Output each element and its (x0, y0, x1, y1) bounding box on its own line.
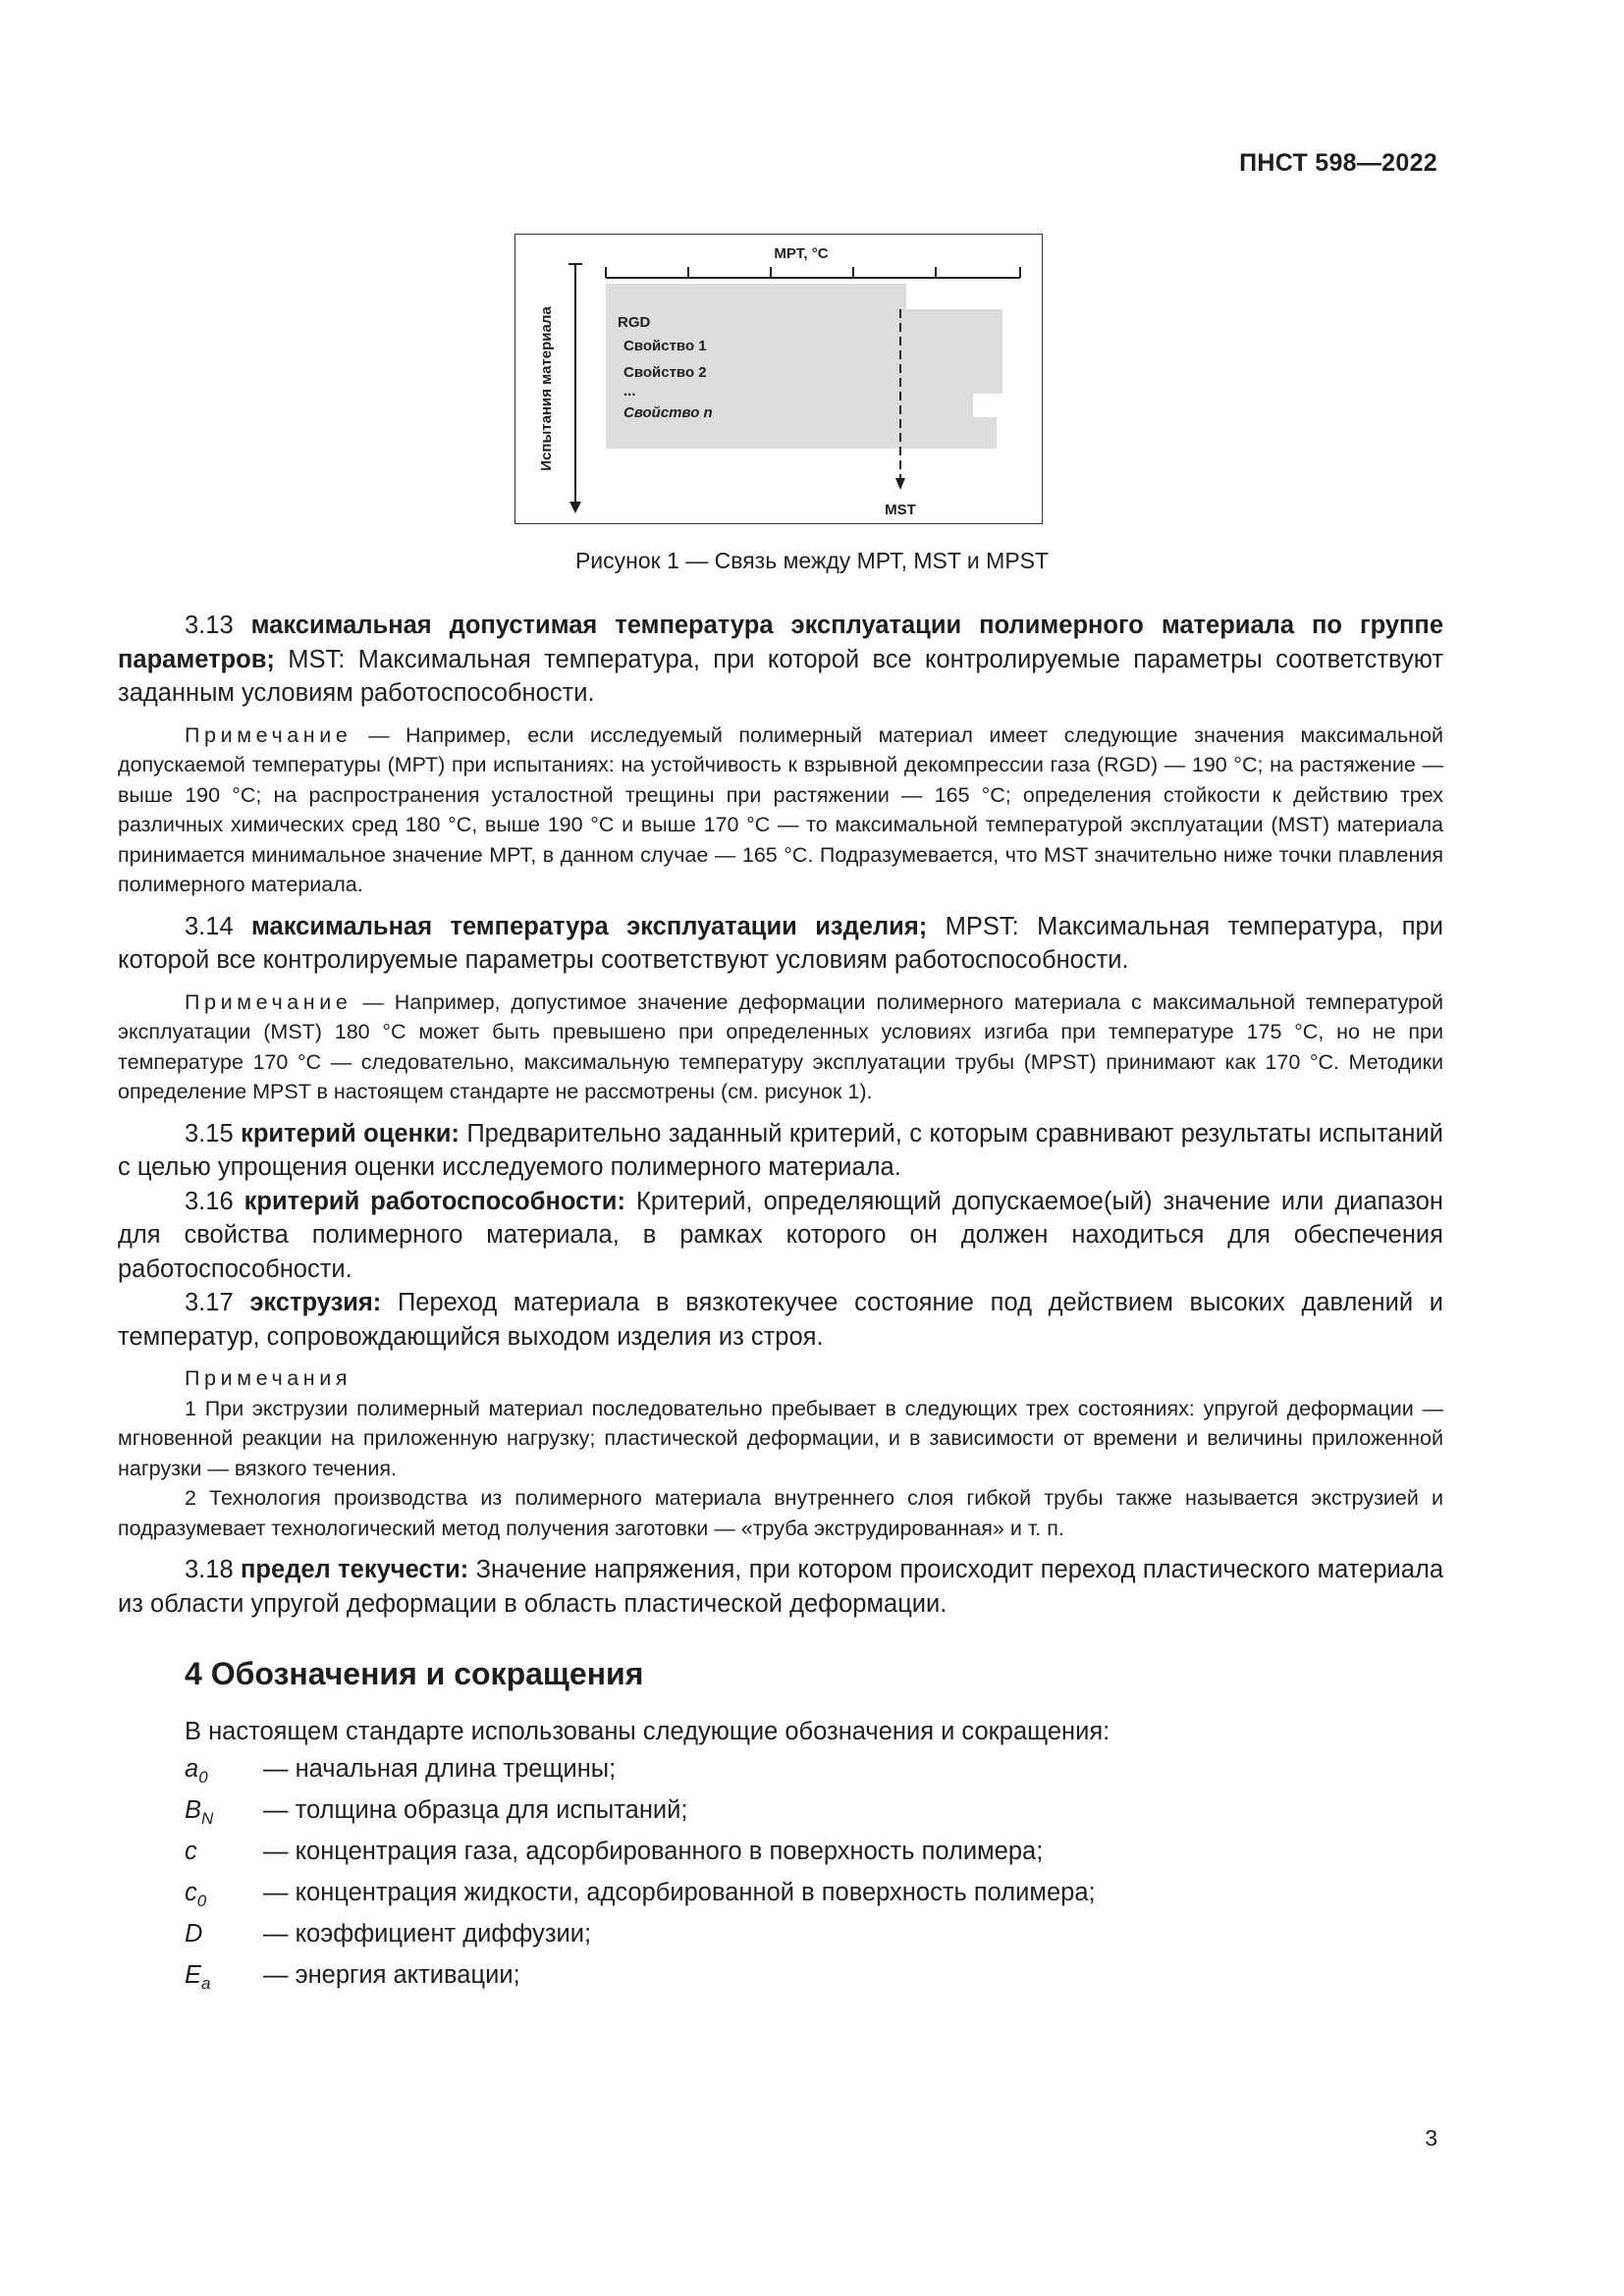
symbol: $B_N$ (185, 1795, 214, 1828)
symbol-definition: — концентрация жидкости, адсорбированной в поверхность полимера; (263, 1878, 1096, 1906)
term-3-16-definition: Критерий, определяющий допускаемое(ый) значение или диапазон для свойства полимерного материала, в рамках которого он должен находиться для обеспечения работоспособности. (118, 1187, 1443, 1283)
term-3-15: 3.15 критерий оценки: Предварительно заданный критерий, с которым сравнивают результаты испытаний с целью упрощения оценки исследуемого полимерного материала. (118, 1119, 1444, 1181)
symbols-list (118, 1755, 1443, 2002)
term-3-17-definition: Переход материала в вязкотекучее состояние под действием высоких давлений и температур, сопровождающийся выходом изделия из строя. (118, 1289, 1444, 1351)
note-3-14-text: — Например, допустимое значение деформации полимерного материала с максимальной температурой эксплуатации (MST) 180 °С может быть превышено при определенных условиях изгиба при температуре 175 °С, но не при температуре 170 °С — следовательно, максимальную температуру эксплуатации трубы (MPST) принимают как 170 °С. Методики определение MPST в настоящем стандарте не рассмотрены (см. рисунок 1). (118, 989, 1443, 1103)
mst-arrow-icon (895, 478, 905, 490)
term-3-14: 3.14 максимальная температура эксплуатации изделия; MPST: Максимальная температура, при которой все контролируемые параметры соответствуют условиям работоспособности. (118, 912, 1443, 974)
note-3-13-text: — Например, если исследуемый полимерный материал имеет следующие значения максимальной допускаемой температуры (МРТ) при испытаниях: на устойчивость к взрывной декомпрессии газа (RGD) — 190 °С; на растяжение — выше 190 °С; на распространения усталостной трещины при растяжении — 165 °С; определения стойкости к действию трех различных химических сред 180 °С, выше 190 °С и выше 170 °С — то максимальной температурой эксплуатации (MST) материала принимается минимальное значение МРТ, в данном случае — 165 °С. Подразумевается, что MST значительно ниже точки плавления полимерного материала. (118, 722, 1443, 896)
note-3-17-item-2: 2 Технология производства из полимерного материала внутреннего слоя гибкой трубы также называется экструзией и подразумевает технологический метод получения заготовки — «труба экструдированная» и т. п. (118, 1486, 1443, 1540)
mst-label: MST (885, 502, 916, 518)
symbol-definition: — энергия активации; (263, 1960, 520, 1989)
term-3-15-title: критерий оценки: (241, 1119, 460, 1148)
term-3-18-definition: Значение напряжения, при котором происходит переход пластического материала из области упругой деформации в область пластической деформации. (118, 1556, 1444, 1618)
term-3-13: 3.13 максимальная допустимая температура эксплуатации полимерного материала по группе параметров; MST: Максимальная температура, при которой все контролируемые параметры соответствуют заданным условиям работоспособности. (118, 612, 1443, 707)
term-3-14-title: максимальная температура эксплуатации изделия; (251, 912, 928, 940)
term-3-16-title: критерий работоспособности: (244, 1187, 625, 1215)
note-label: Примечание (185, 722, 352, 747)
term-3-13-definition: MST: Максимальная температура, при которой все контролируемые параметры соответствуют заданным условиям работоспособности. (118, 645, 1443, 707)
term-3-18-title: предел текучести: (241, 1556, 469, 1583)
symbol-row (118, 1879, 1443, 1920)
symbol-definition: — коэффициент диффузии; (263, 1919, 592, 1948)
symbol: $E_a$ (185, 1960, 211, 1993)
symbol-definition: — толщина образца для испытаний; (263, 1795, 688, 1824)
symbol: $a_0$ (185, 1754, 208, 1787)
page-number: 3 (1425, 2125, 1437, 2151)
figure-caption: Рисунок 1 — Связь между МРТ, MST и MPST (574, 548, 1050, 573)
figure-diagram (515, 235, 1044, 525)
note-3-14 (118, 988, 1443, 1107)
notes-3-17-label: Примечания (185, 1366, 352, 1390)
symbol-definition: — концентрация газа, адсорбированного в поверхность полимера; (263, 1837, 1044, 1865)
section-4-heading: 4 Обозначения и сокращения (185, 1656, 644, 1691)
tests-axis (568, 264, 582, 513)
property-bar-n (906, 417, 997, 449)
note-label: Примечание (185, 989, 352, 1014)
figure-row-property-n: Свойство n (623, 404, 713, 421)
term-3-17: 3.17 экструзия: Переход материала в вязкотекучее состояние под действием высоких давлений и температур, сопровождающийся выходом изделия из строя. (118, 1289, 1444, 1351)
term-3-17-title: экструзия: (249, 1289, 382, 1316)
figure-row-ellipsis: ... (623, 383, 636, 400)
term-3-18: 3.18 предел текучести: Значение напряжения, при котором происходит переход пластического материала из области упругой деформации в область пластической деформации. (118, 1556, 1444, 1618)
figure-1 (514, 234, 1043, 524)
term-3-15-definition: Предварительно заданный критерий, с которым сравнивают результаты испытаний с целью упрощения оценки исследуемого полимерного материала. (118, 1119, 1444, 1181)
figure-row-rgd: RGD (618, 314, 651, 331)
figure-row-property-1: Свойство 1 (623, 338, 707, 354)
symbol: c (185, 1837, 197, 1865)
document-code: ПНСТ 598—2022 (1239, 149, 1437, 177)
document-body (118, 609, 1443, 2002)
term-3-16: 3.16 критерий работоспособности: Критерий, определяющий допускаемое(ый) значение или диапазон для свойства полимерного материала, в рамках которого он должен находиться для обеспечения работоспособности. (118, 1187, 1443, 1283)
symbol-row (118, 1755, 1443, 1796)
symbol-definition: — начальная длина трещины; (263, 1754, 617, 1783)
term-3-13-title: максимальная допустимая температура эксплуатации полимерного материала по группе параметров; (118, 612, 1443, 673)
tests-axis-arrow-icon (569, 502, 581, 513)
symbol: $c_0$ (185, 1878, 207, 1910)
figure-row-property-2: Свойство 2 (623, 364, 707, 381)
symbol-row (118, 1796, 1443, 1838)
term-3-14-definition: MPST: Максимальная температура, при которой все контролируемые параметры соответствуют условиям работоспособности. (118, 912, 1443, 974)
symbol-row (118, 1838, 1443, 1879)
temperature-axis (606, 267, 1020, 278)
symbol-row (118, 1961, 1443, 2002)
figure-axis-top-label: МРТ, °С (774, 245, 829, 262)
figure-axis-side-label: Испытания материала (538, 306, 555, 471)
symbol-row (118, 1920, 1443, 1961)
note-3-13 (118, 721, 1443, 900)
section-4-intro: В настоящем стандарте использованы следующие обозначения и сокращения: (185, 1718, 1110, 1745)
symbol: D (185, 1919, 203, 1948)
note-3-17-item-1: 1 При экструзии полимерный материал последовательно пребывает в следующих трех состояниях: упругой деформации — мгновенной реакции на приложенную нагрузку; пластической деформации, и в зависимости от времени и величины приложенной нагрузки — вязкого течения. (118, 1396, 1443, 1480)
